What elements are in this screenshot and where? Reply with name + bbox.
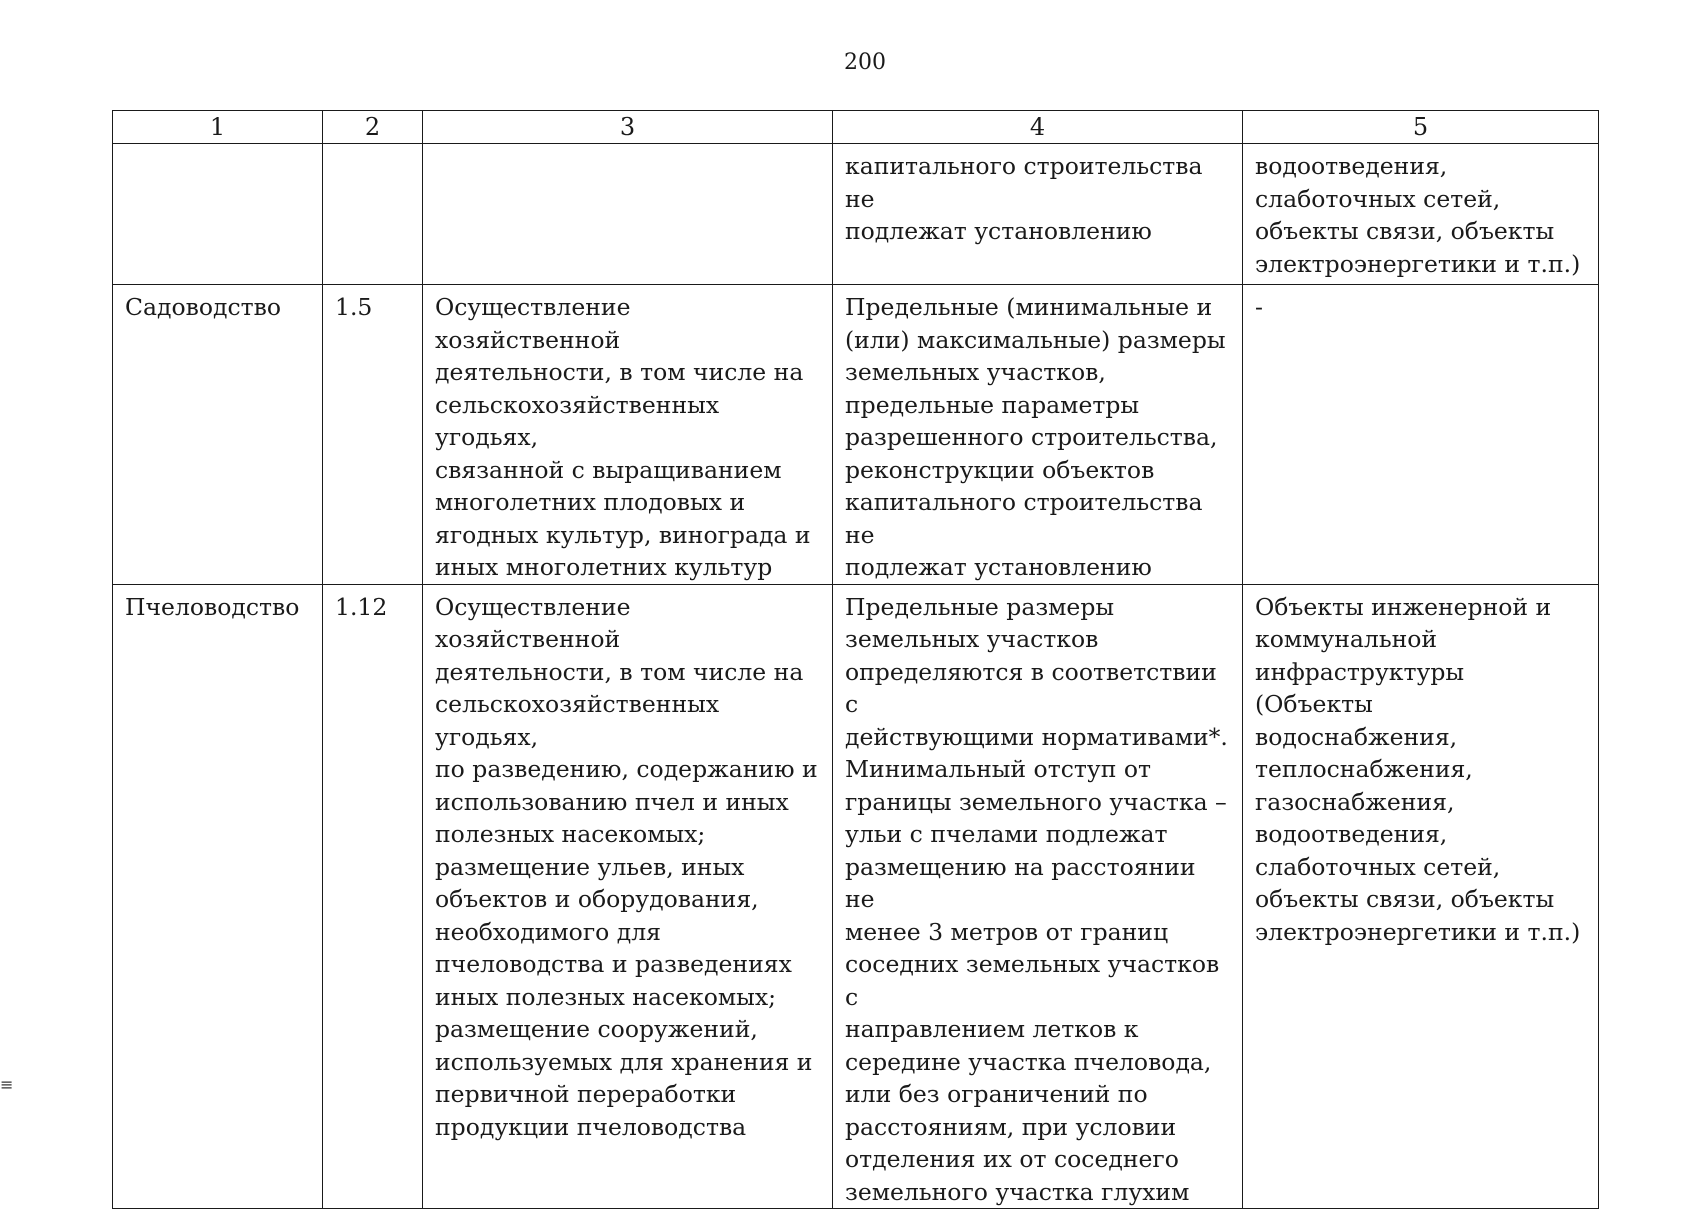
land-use-table [112, 110, 1599, 1209]
parameters-cell: Предельные (минимальные и (или) максимальные) размеры земельных участков, предельные параметры разрешенного строительства, реконструкции объектов капитального строительства не подлежат установлению [833, 285, 1243, 585]
column-header: 2 [323, 111, 423, 144]
table-row [113, 285, 1599, 585]
table-row [113, 144, 1599, 285]
use-type-code-cell [323, 144, 423, 285]
use-type-name-cell: Садоводство [113, 285, 323, 585]
infrastructure-objects-cell: водоотведения, слаботочных сетей, объекты связи, объекты электроэнергетики и т.п.) [1243, 144, 1599, 285]
infrastructure-objects-cell: - [1243, 285, 1599, 585]
use-type-name-cell: Пчеловодство [113, 584, 323, 1209]
scan-edge-mark: ≡ [0, 1075, 14, 1094]
column-header: 5 [1243, 111, 1599, 144]
infrastructure-objects-cell: Объекты инженерной и коммунальной инфраструктуры (Объекты водоснабжения, теплоснабжения, газоснабжения, водоотведения, слаботочных сетей, объекты связи, объекты электроэнергетики и т.п.) [1243, 584, 1599, 1209]
table-row [113, 584, 1599, 1209]
column-header: 1 [113, 111, 323, 144]
column-header: 3 [423, 111, 833, 144]
parameters-cell: Предельные размеры земельных участков определяются в соответствии с действующими нормативами*. Минимальный отступ от границы земельного участка – ульи с пчелами подлежат размещению на расстоянии не менее 3 метров от границ соседних земельных участков с направлением летков к середине участка пчеловода, или без ограничений по расстояниям, при условии отделения их от соседнего земельного участка глухим [833, 584, 1243, 1209]
table-header-row [113, 111, 1599, 144]
column-header: 4 [833, 111, 1243, 144]
description-cell: Осуществление хозяйственной деятельности, в том числе на сельскохозяйственных угодьях, связанной с выращиванием многолетних плодовых и ягодных культур, винограда и иных многолетних культур [423, 285, 833, 585]
use-type-code-cell: 1.5 [323, 285, 423, 585]
description-cell: Осуществление хозяйственной деятельности, в том числе на сельскохозяйственных угодьях, по разведению, содержанию и использованию пчел и иных полезных насекомых; размещение ульев, иных объектов и оборудования, необходимого для пчеловодства и разведениях иных полезных насекомых; размещение сооружений, используемых для хранения и первичной переработки продукции пчеловодства [423, 584, 833, 1209]
use-type-name-cell [113, 144, 323, 285]
parameters-cell: капитального строительства не подлежат установлению [833, 144, 1243, 285]
page-number: 200 [844, 50, 886, 75]
use-type-code-cell: 1.12 [323, 584, 423, 1209]
description-cell [423, 144, 833, 285]
